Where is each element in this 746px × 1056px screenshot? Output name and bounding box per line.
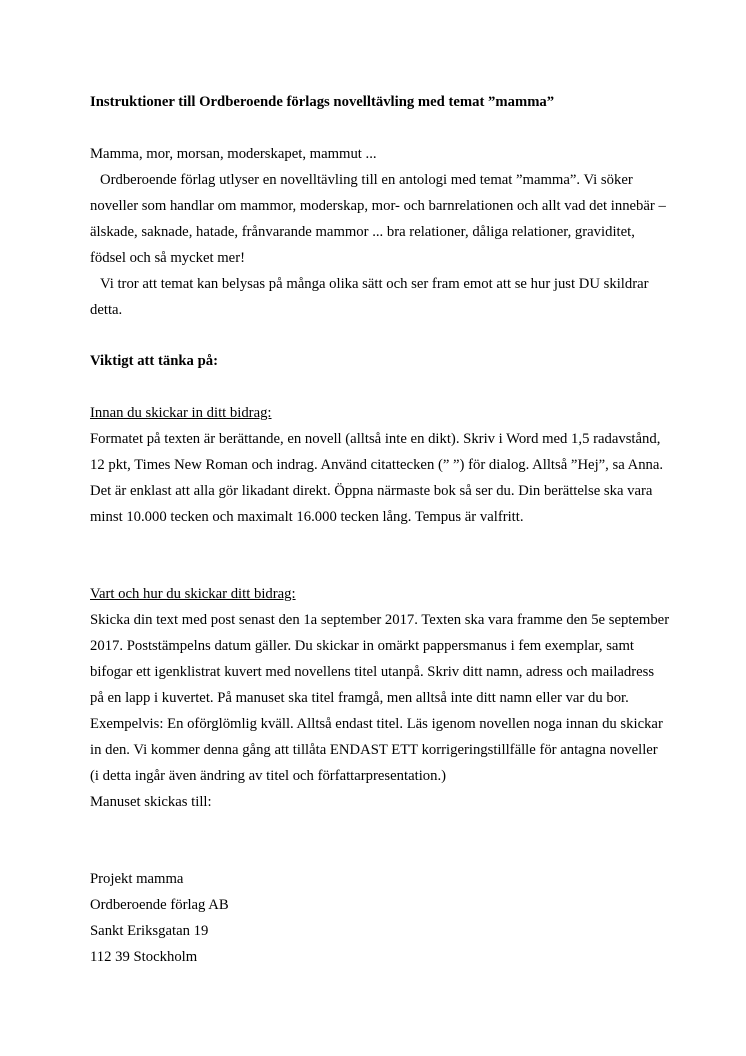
intro-section <box>90 141 670 323</box>
how-section <box>90 581 670 815</box>
before-heading: Innan du skickar in ditt bidrag: <box>90 405 272 421</box>
before-body: Formatet på texten är berättande, en novell (alltså inte en dikt). Skriv i Word med 1,5 radavstånd, 12 pkt, Times New Roman och indrag. Använd citattecken (” ”) för dialog. Alltså ”Hej”, sa Anna. Det är enklast att alla gör likadant direkt. Öppna närmaste bok så ser du. Din berättelse ska vara minst 10.000 tecken och maximalt 16.000 tecken lång. Tempus är valfritt. <box>90 431 664 525</box>
address-line-1: Projekt mamma <box>90 871 184 887</box>
before-section <box>90 400 670 530</box>
address-line-3: Sankt Eriksgatan 19 <box>90 923 209 939</box>
send-to-label: Manuset skickas till: <box>90 794 212 810</box>
intro-line: Mamma, mor, morsan, moderskapet, mammut ... <box>90 146 377 162</box>
intro-paragraph-1: Ordberoende förlag utlyser en novelltävling till en antologi med temat ”mamma”. Vi söker noveller som handlar om mammor, moderskap, mor- och barnrelationen och allt vad det innebär – älskade, saknade, hatade, frånvarande mammor ... bra relationer, dåliga relationer, graviditet, födsel och så mycket mer! <box>90 172 666 266</box>
important-heading: Viktigt att tänka på: <box>90 353 218 369</box>
address-line-4: 112 39 Stockholm <box>90 949 198 965</box>
how-body: Skicka din text med post senast den 1a september 2017. Texten ska vara framme den 5e september 2017. Poststämpelns datum gäller. Du skickar in omärkt pappersmanus i fem exemplar, samt bifogar ett igenklistrat kuvert med novellens titel utanpå. Skriv ditt namn, adress och mailadress på en lapp i kuvertet. På manuset ska titel framgå, men alltså inte ditt namn eller var du bor. Exempelvis: En oförglömlig kväll. Alltså endast titel. Läs igenom novellen noga innan du skickar in den. Vi kommer denna gång att tillåta ENDAST ETT korrigeringstillfälle för antagna noveller (i detta ingår även ändring av titel och författarpresentation.) <box>90 612 670 784</box>
how-heading: Vart och hur du skickar ditt bidrag: <box>90 586 296 602</box>
mailing-address <box>90 866 670 970</box>
address-line-2: Ordberoende förlag AB <box>90 897 229 913</box>
document-title: Instruktioner till Ordberoende förlags novelltävling med temat ”mamma” <box>90 94 555 110</box>
intro-paragraph-2: Vi tror att temat kan belysas på många olika sätt och ser fram emot att se hur just DU skildrar detta. <box>90 276 649 318</box>
